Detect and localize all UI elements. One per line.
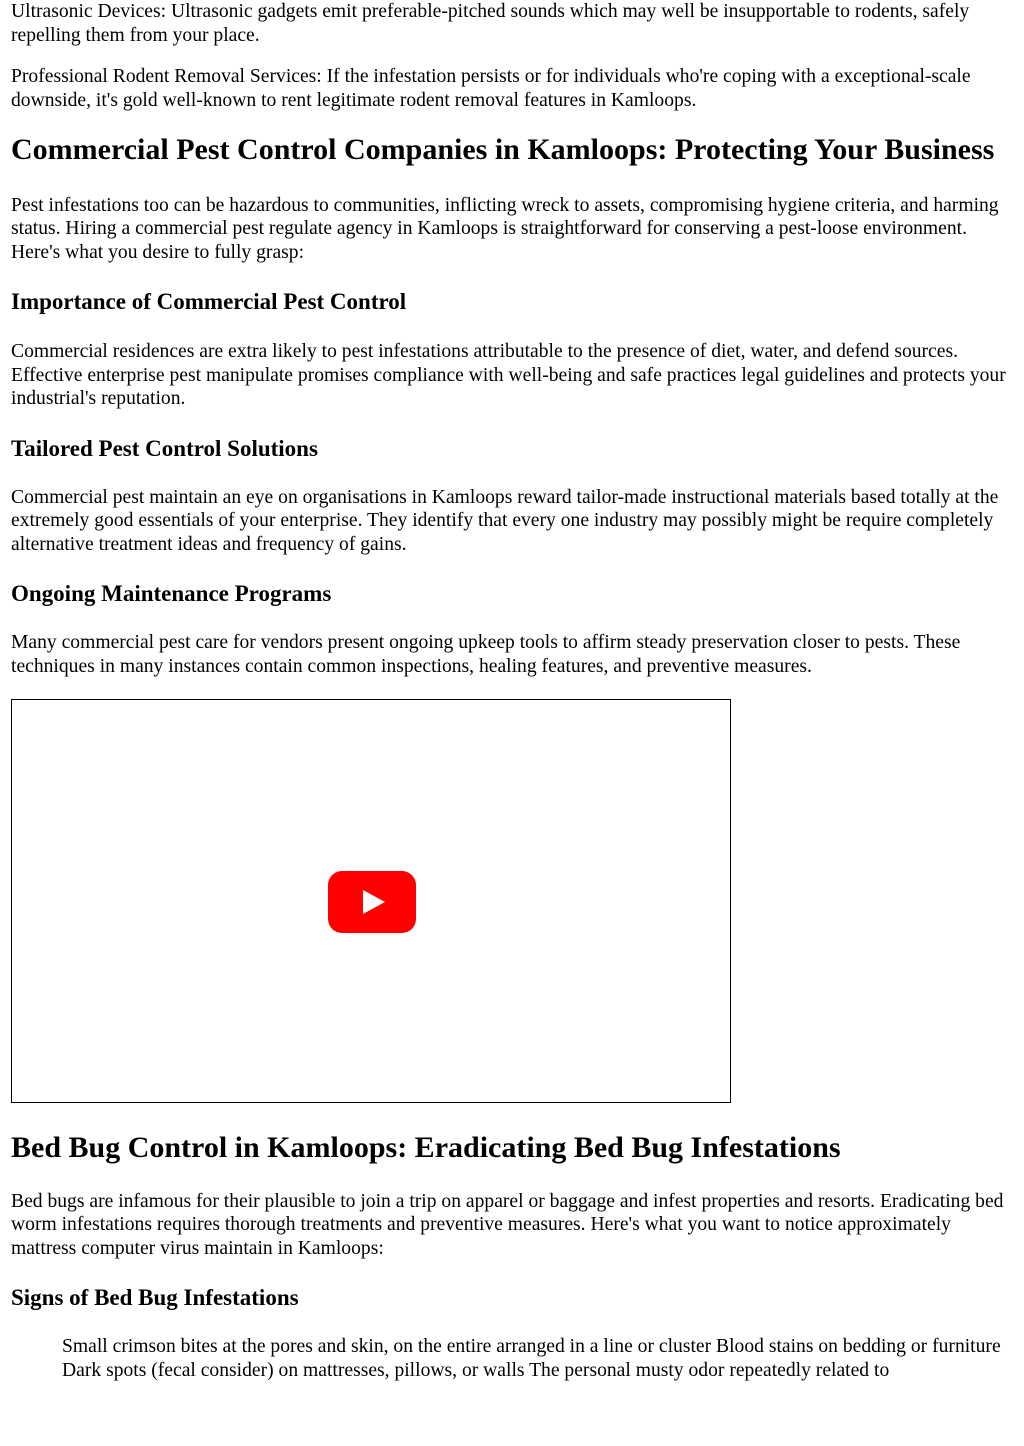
heading-commercial-pest-control: Commercial Pest Control Companies in Kamloops: Protecting Your Business xyxy=(11,133,995,166)
paragraph-bed-bugs: Bed bugs are infamous for their plausible to join a trip on apparel or baggage and infest properties and resorts. Eradicating bed worm infestations requires thorough treatments and preventive measures. Here's what you want to notice approximately mattress computer virus maintain in Kamloops: xyxy=(11,1190,1004,1259)
paragraph-commercial-residences: Commercial residences are extra likely to pest infestations attributable to the presence of diet, water, and defend sources. Effective enterprise pest manipulate promises compliance with well-being and safe practices legal guidelines and protects your industrial's reputation. xyxy=(11,341,1006,409)
blockquote-bed-bug-signs: Small crimson bites at the pores and skin, on the entire arranged in a line or cluster Blood stains on bedding or furniture Dark spots (fecal consider) on mattresses, pillows, or walls The personal musty odor repeatedly related to xyxy=(62,1336,1001,1381)
heading-bed-bug-control: Bed Bug Control in Kamloops: Eradicating Bed Bug Infestations xyxy=(11,1131,841,1164)
youtube-play-icon[interactable] xyxy=(328,871,416,933)
heading-importance-of-commercial-pest-control: Importance of Commercial Pest Control xyxy=(11,289,407,314)
embedded-video-player[interactable] xyxy=(11,699,731,1103)
heading-signs-of-bed-bug-infestations: Signs of Bed Bug Infestations xyxy=(11,1285,299,1310)
heading-tailored-pest-control-solutions: Tailored Pest Control Solutions xyxy=(11,435,318,461)
paragraph-professional-rodent-removal: Professional Rodent Removal Services: If the infestation persists or for individuals who're coping with a exceptional-scale downside, it's gold well-known to rent legitimate rodent removal features in Kamloops. xyxy=(11,66,971,111)
paragraph-tailored-solutions: Commercial pest maintain an eye on organisations in Kamloops reward tailor-made instructional materials based totally at the extremely good essentials of your enterprise. They identify that every one industry may possibly might be require completely alternative treatment ideas and frequency of gains. xyxy=(11,486,999,555)
paragraph-pest-infestations: Pest infestations too can be hazardous to communities, inflicting wreck to assets, compromising hygiene criteria, and harming status. Hiring a commercial pest regulate agency in Kamloops is straightforward for conserving a pest-loose environment. Here's what you desire to fully grasp: xyxy=(11,194,999,263)
article-body xyxy=(11,0,1015,1382)
heading-ongoing-maintenance-programs: Ongoing Maintenance Programs xyxy=(11,581,332,606)
paragraph-ongoing-maintenance: Many commercial pest care for vendors present ongoing upkeep tools to affirm steady preservation closer to pests. These techniques in many instances contain common inspections, healing features, and preventive measures. xyxy=(11,632,961,677)
paragraph-ultrasonic-devices: Ultrasonic Devices: Ultrasonic gadgets emit preferable-pitched sounds which may well be insupportable to rodents, safely repelling them from your place. xyxy=(11,1,970,46)
